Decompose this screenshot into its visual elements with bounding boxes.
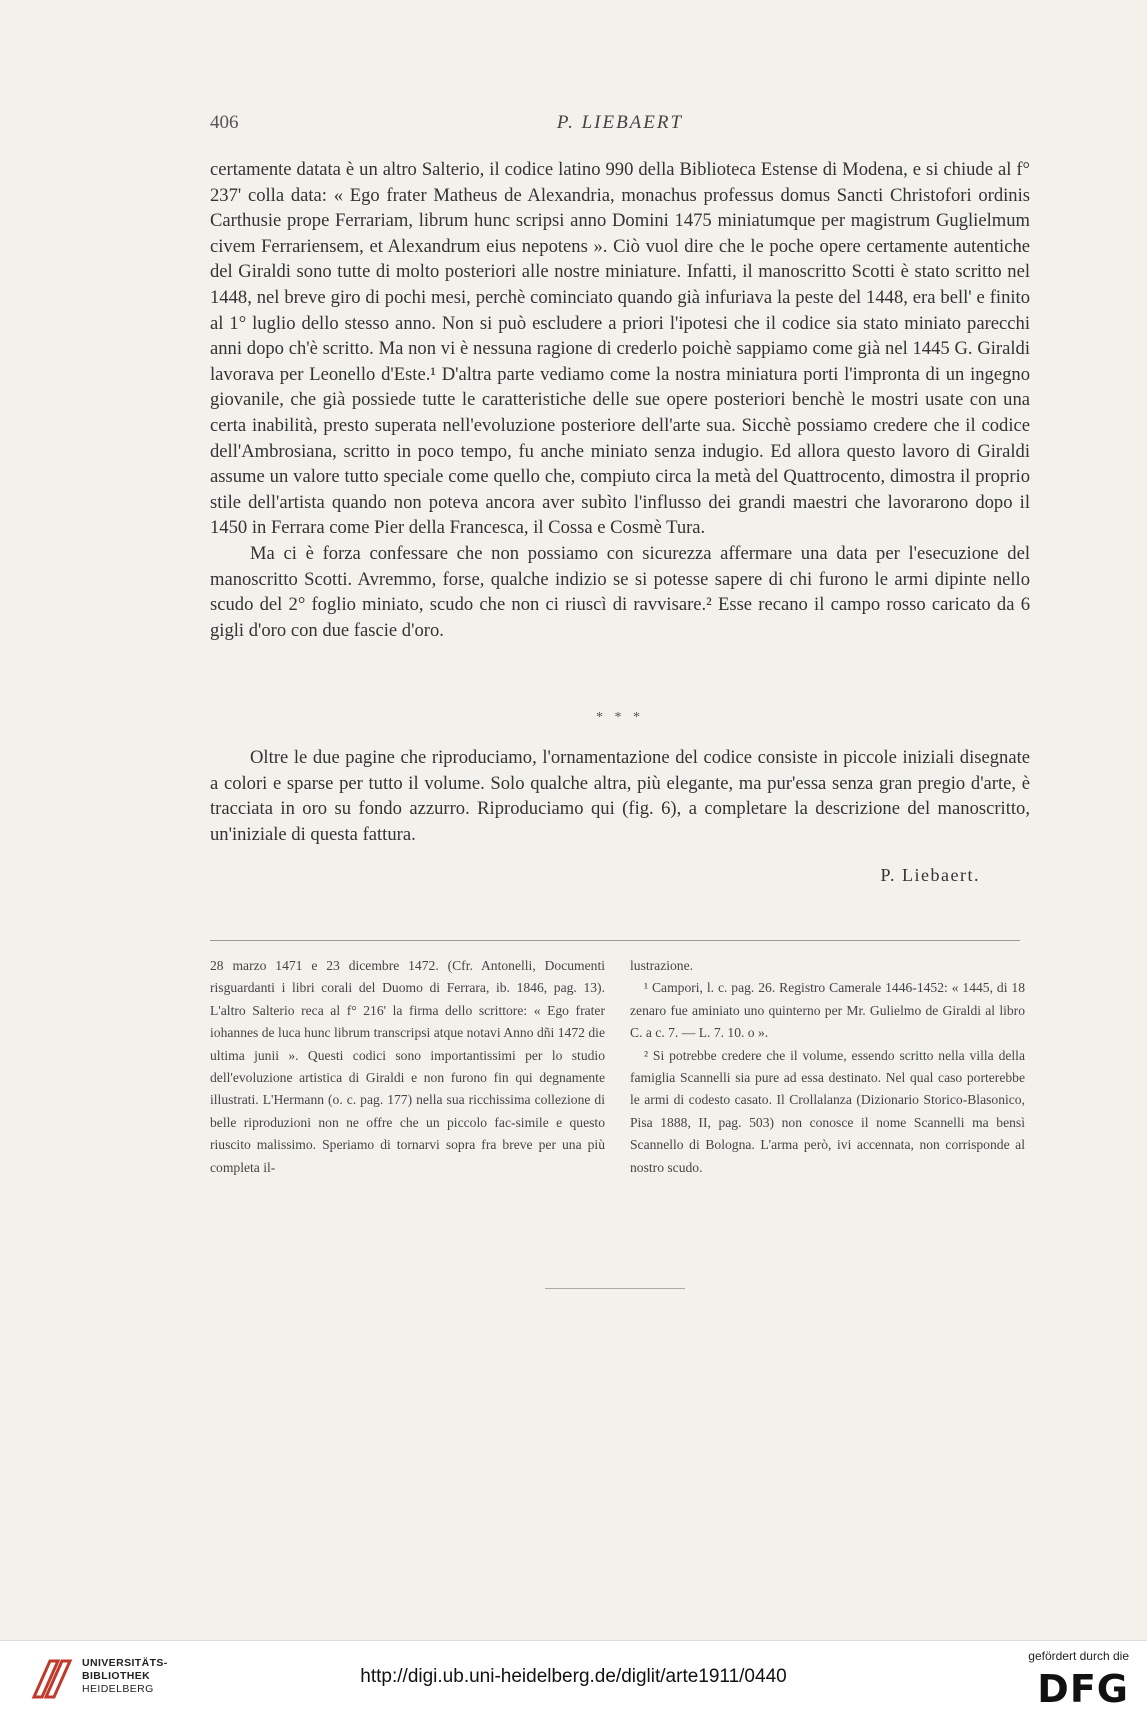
dfg-logo-icon: DFG: [1037, 1667, 1129, 1711]
end-rule: [545, 1288, 685, 1289]
closing-text-block: [210, 745, 1030, 847]
paragraph-1: certamente datata è un altro Salterio, il codice latino 990 della Biblioteca Estense di Modena, e si chiude al f° 237' colla data: « Ego frater Matheus de Alexandria, monachus professus domus Sancti Christofori ordinis Carthusie prope Ferrariam, librum hunc scripsi anno Domini 1475 miniatumque per magistrum Guglielmum civem Ferrariensem, et Alexandrum eius nepotens ». Ciò vuol dire che le poche opere certamente autentiche del Giraldi sono tutte di molto posteriori alle nostre miniature. Infatti, il manoscritto Scotti è stato scritto nel 1448, nel breve giro di pochi mesi, perchè cominciato quando già infuriava la peste del 1448, era bell' e finito al 1° luglio dello stesso anno. Non si può escludere a priori l'ipotesi che il codice sia stato miniato parecchi anni dopo ch'è scritto. Ma non vi è nessuna ragione di crederlo poichè sappiamo come già nel 1445 G. Giraldi lavorava per Leonello d'Este.¹ D'altra parte vediamo come la nostra miniatura porti l'impronta di un ingegno giovanile, che già possiede tutte le caratteristiche delle sue opere posteriori benchè le mostri usate con una certa inabilità, presto superata nell'evoluzione posteriore dell'arte sua. Sicchè possiamo credere che il codice dell'Ambrosiana, scritto in poco tempo, fu anche miniato senza indugio. Ed allora questo lavoro di Giraldi assume un valore tutto speciale come quello che, compiuto circa la metà del Quattrocento, dimostra il proprio stile dell'artista quando non poteva ancora aver subìto l'influsso dei grandi maestri che lavorarono dopo il 1450 in Ferrara come Pier della Francesca, il Cossa e Cosmè Tura.: [210, 159, 1030, 539]
section-break-asterism: * * *: [596, 710, 644, 725]
source-url-link[interactable]: http://digi.ub.uni-heidelberg.de/diglit/arte1911/0440: [360, 1666, 787, 1687]
running-title: P. LIEBAERT: [556, 112, 684, 133]
library-name-line-1: UNIVERSITÄTS-: [82, 1657, 168, 1669]
main-text-block: [210, 157, 1030, 643]
page-header: [210, 112, 1030, 142]
footnote-divider: [210, 940, 1020, 941]
viewer-footer: [0, 1640, 1147, 1716]
footnote-2: ² Si potrebbe credere che il volume, essendo scritto nella villa della famiglia Scannelli sia pure ad essa destinato. Nel qual caso porterebbe le armi di codesto casato. Il Crollalanza (Dizionario Storico-Blasonico, Pisa 1888, II, pag. 503) non conosce il nome Scannelli ma bensì Scannello di Bologna. L'arma però, ivi accennata, non corrisponde al nostro scudo.: [630, 1047, 1025, 1175]
paragraph-2: Ma ci è forza confessare che non possiamo con sicurezza affermare una data per l'esecuzione del manoscritto Scotti. Avremmo, forse, qualche indizio se si potesse sapere di chi furono le armi dipinte nello scudo del 2° foglio miniato, scudo che non ci riuscì di ravvisare.² Esse recano il campo rosso caricato da 6 gigli d'oro con due fascie d'oro.: [210, 542, 1030, 641]
funder-caption: gefördert durch die: [1028, 1649, 1129, 1663]
library-name-line-2: BIBLIOTHEK: [82, 1670, 151, 1682]
footnotes-left-column: [210, 955, 605, 1179]
library-name-line-3: HEIDELBERG: [82, 1683, 154, 1695]
paragraph-3: Oltre le due pagine che riproduciamo, l'ornamentazione del codice consiste in piccole iniziali disegnate a colori e sparse per tutto il volume. Solo qualche altra, più elegante, ma pur'essa senza gran pregio d'arte, è tracciata in oro su fondo azzurro. Riproduciamo qui (fig. 6), a completare la descrizione del manoscritto, un'iniziale di questa fattura.: [210, 747, 1030, 845]
footnote-continuation: 28 marzo 1471 e 23 dicembre 1472. (Cfr. Antonelli, Documenti risguardanti i libri corali del Duomo di Ferrara, ib. 1846, pag. 13). L'altro Salterio reca al f° 216' la firma dello scrittore: « Ego frater iohannes de luca hunc librum transcripsi atque notavi Anno dñi 1472 die ultima junii ». Questi codici sono importantissimi per lo studio dell'evoluzione artistica di Giraldi e non furono fin qui degnamente illustrati. L'Hermann (o. c. pag. 177) nella sua ricchissima collezione di belle riproduzioni non ne offre che un piccolo fac-simile e questo riuscito malissimo. Speriamo di tornarvi sopra fra breve per una più completa il-: [210, 958, 605, 1175]
footnote-continuation-end: lustrazione.: [630, 958, 694, 973]
author-signature: P. Liebaert.: [880, 865, 980, 885]
page-number: 406: [210, 112, 239, 133]
footnotes-right-column: [630, 955, 1025, 1179]
footnote-1: ¹ Campori, l. c. pag. 26. Registro Camerale 1446-1452: « 1445, di 18 zenaro fue aminiato uno quinterno per Mr. Gulielmo de Giraldi al libro C. a c. 7. — L. 7. 10. o ».: [630, 980, 1025, 1041]
